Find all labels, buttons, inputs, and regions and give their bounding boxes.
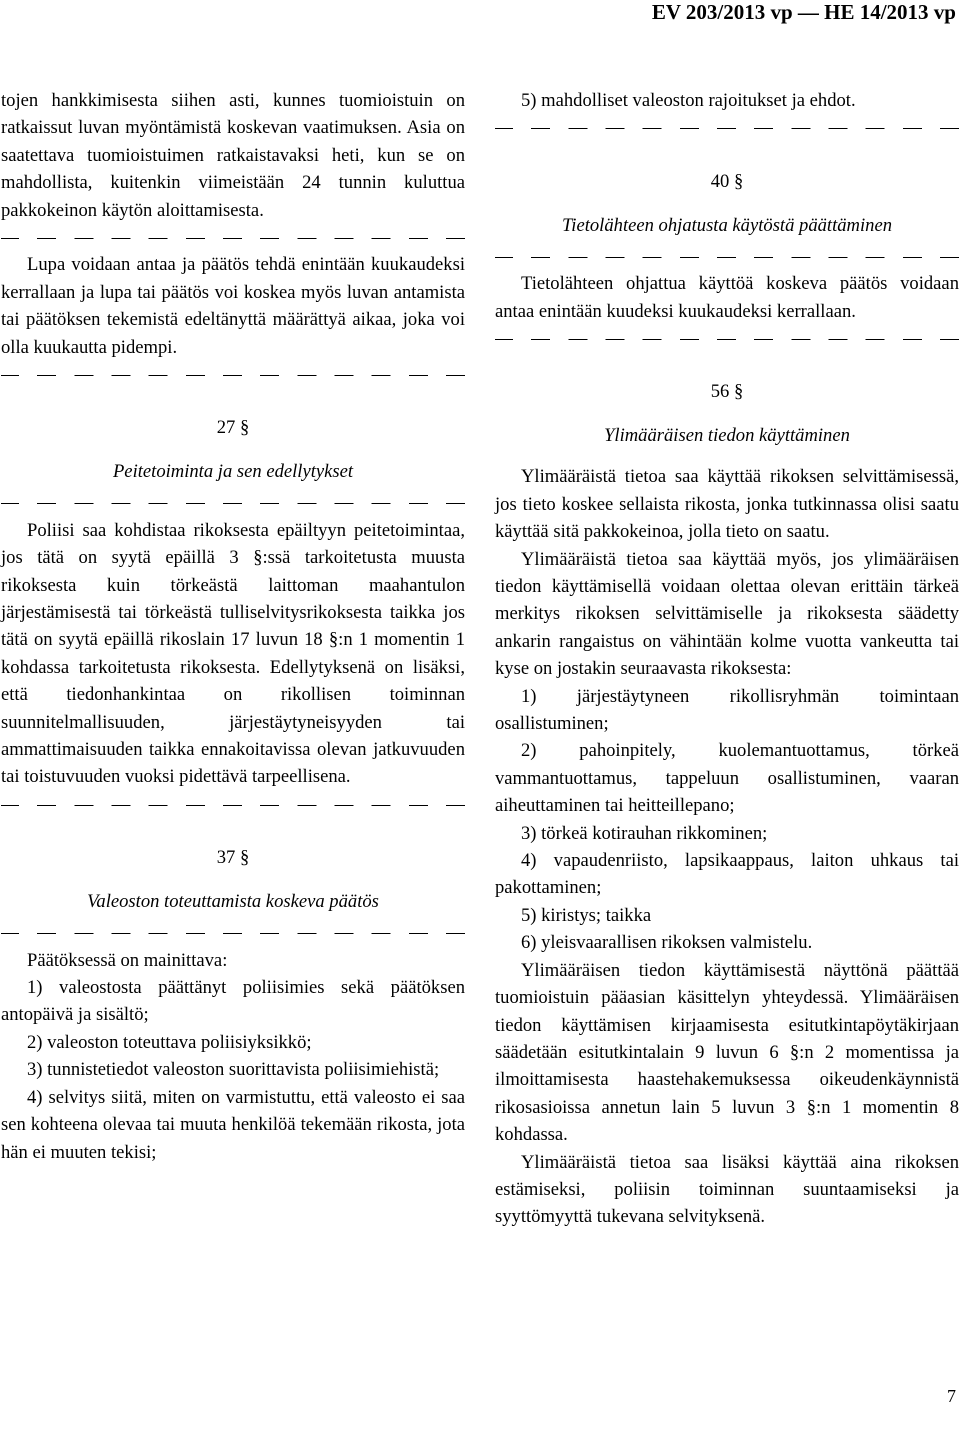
right-column [495, 87, 959, 1231]
list-item: 6) yleisvaarallisen rikoksen valmistelu. [521, 932, 813, 954]
section-number: 56 § [710, 381, 744, 403]
paragraph: Ylimääräistä tietoa saa lisäksi käyttää aina rikoksen estämiseksi, poliisin toiminnan suuntaamiseksi ja syyttömyyttä tukevana selvityksenä. [495, 1151, 959, 1228]
list-item: 4) selvitys siitä, miten on varmistuttu, että valeosto ei saa sen kohteena olevaa tai muuta henkilöä tekemään rikosta, jota hän ei muuten tekisi; [1, 1086, 465, 1163]
list-item: 1) järjestäytyneen rikollisryhmän toimintaan osallistuminen; [495, 685, 959, 735]
paragraph: tojen hankkimisesta siihen asti, kunnes tuomioistuin on ratkaissut luvan myöntämistä koskevan vaatimuksen. Asia on saatettava tuomioistuimen ratkaistavaksi heti, kun se on mahdollista, kuitenkin viimeistään 24 tunnin kuluttua pakkokeinon käytön aloittamisesta. [1, 90, 465, 221]
omission-line [1, 919, 465, 946]
list-item: 2) valeoston toteuttava poliisiyksikkö; [27, 1031, 312, 1053]
paragraph: Poliisi saa kohdistaa rikoksesta epäiltyyn peitetoimintaa, jos tätä on syytä epäillä 3 §:ssä tarkoitetusta muusta rikoksesta kuin törkeästä laittoman maahantulon järjestämisestä tai törkeästä tulliselvitysrikoksesta taikka jos tätä on syytä epäillä rikoslain 17 luvun 18 §:n 1 momentin 1 kohdassa tarkoitetusta rikoksesta. Edellytyksenä on lisäksi, että tiedonhankintaa on rikollisen toiminnan suunnitelmallisuuden, järjestäytyneisyyden tai ammattimaisuuden taikka ennakoitavissa olevan jatkuvuuden tai toistuvuuden vuoksi pidettävä tarpeellisena. [1, 519, 465, 788]
paragraph: Ylimääräisen tiedon käyttämisestä näyttönä päättää tuomioistuin pääasian käsittelyn yhteydessä. Ylimääräisen tiedon käyttämisen kirjaamisesta esitutkintapöytäkirjaan säädetään esitutkintalain 9 luvun 6 §:n 2 momentissa ja ilmoittamisesta haastehakemuksessa oikeudenkäynnistä rikosasioissa annetun lain 5 luvun 3 §:n 1 momentin 8 kohdassa. [495, 959, 959, 1146]
list-item: 5) mahdolliset valeoston rajoitukset ja ehdot. [521, 90, 856, 111]
omission-line [1, 489, 465, 516]
paragraph: Lupa voidaan antaa ja päätös tehdä enintään kuukaudeksi kerrallaan ja lupa tai päätös voi koskea myös luvan antamista tai päätöksen tekemistä edeltänyttä määrättyä aikaa, joka voi olla kuukautta pidempi. [1, 254, 465, 358]
section-number: 40 § [710, 170, 744, 192]
list-item: 3) tunnistetiedot valeoston suorittavista poliisimiehistä; [27, 1059, 440, 1081]
section-title: Tietolähteen ohjatusta käytöstä päättäminen [561, 214, 892, 236]
page-number: 7 [947, 1386, 956, 1406]
paragraph: Päätöksessä on mainittava: [27, 949, 228, 971]
left-column [1, 87, 465, 1166]
omission-line [495, 325, 959, 352]
list-item: 5) kiristys; taikka [521, 904, 652, 926]
omission-line [1, 224, 465, 251]
paragraph: Tietolähteen ohjattua käyttöä koskeva päätös voidaan antaa enintään kuudeksi kuukaudeksi kerrallaan. [495, 273, 959, 322]
section-title: Peitetoiminta ja sen edellytykset [112, 461, 354, 483]
omission-line [1, 791, 465, 818]
section-number: 27 § [216, 417, 250, 439]
section-number: 37 § [216, 847, 250, 869]
paragraph: Ylimääräistä tietoa saa käyttää myös, jos ylimääräisen tiedon käyttämisellä voidaan olettaa olevan erittäin tärkeä merkitys rikoksen selvittämiselle ja rikoksesta säädetty ankarin rangaistus on vähintään kolme vuotta vankeutta tai kyse on jostakin seuraavasta rikoksesta: [495, 548, 959, 680]
section-title: Ylimääräisen tiedon käyttäminen [604, 425, 850, 447]
omission-line [1, 361, 465, 388]
list-item: 3) törkeä kotirauhan rikkominen; [521, 822, 768, 844]
section-title: Valeoston toteuttamista koskeva päätös [87, 891, 379, 913]
paragraph: Ylimääräistä tietoa saa käyttää rikoksen selvittämisessä, jos tieto koskee sellaista rikosta, jonka tutkinnassa olisi saatu käyttää sitä pakkokeinoa, jolla tieto on saatu. [495, 466, 959, 543]
list-item: 4) vapaudenriisto, lapsikaappaus, laiton uhkaus tai pakottaminen; [495, 850, 959, 899]
running-header: EV 203/2013 vp — HE 14/2013 vp [651, 0, 956, 24]
list-item: 1) valeostosta päättänyt poliisimies sekä päätöksen antopäivä ja sisältö; [1, 977, 465, 1026]
omission-line [495, 243, 959, 270]
list-item: 2) pahoinpitely, kuolemantuottamus, törkeä vammantuottamus, tappeluun osallistuminen, vaaran aiheuttaminen tai heitteillepano; [495, 740, 959, 817]
omission-line [495, 114, 959, 141]
